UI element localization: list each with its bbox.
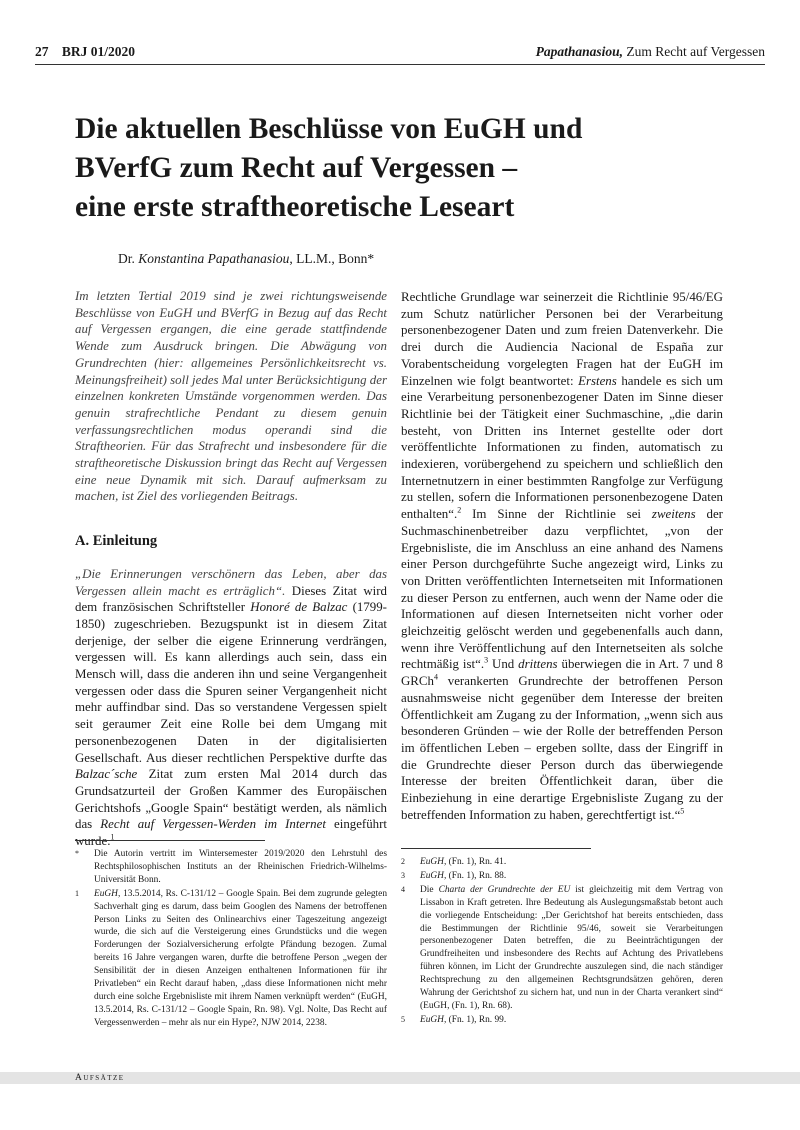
footnote-text: ist gleichzeitig mit dem Vertrag von Lissabon in Kraft getreten. Ihre Bedeutung als Auslegungsmaßstab betont auch die vorliegende Entscheidung: „Der Gerichtshof hat bereits entschieden, dass die Bestimmungen der Richtlinie 95/46, soweit sie Verarbeitungen personenbezogener Daten betreffen, die zu Beeinträchtigungen der Grundfreiheiten und insbesondere des Rechts auf Achtung des Privatlebens führen können, im Licht der Grundrechte auszulegen sind, die nach ständiger Rechtsprechung zu den allgemeinen Rechtsgrundsätzen gehören, deren Wahrung der Gerichtshof zu sichern hat, und nun in der Charta verankert sind“ (EuGH, (Fn. 1), Rn. 68). xyxy=(420,884,723,1011)
header-rule xyxy=(35,64,765,65)
article-title xyxy=(75,110,755,227)
emphasis-drittens: drittens xyxy=(518,657,558,672)
text-run: überwiegen die in Art. 7 und 8 GRCh xyxy=(401,657,723,689)
footnote-rule-right xyxy=(401,848,591,849)
abstract: Im letzten Tertial 2019 sind je zwei richtungsweisende Beschlüsse von EuGH und BVerfG in Bezug auf das Recht auf Vergessen ergangen, die eine gerade stattfindende Wende zum Ausdruck bringen. Die Abwägung von Grundrechten (hier: allgemeines Persönlichkeitsrecht vs. Meinungsfreiheit) soll jedes Mal unter Berücksichtigung der einzelnen konkreten Umstände vorgenommen werden. Das genuin strafrechtliche Pendant zu diesem genuin verfassungsrechtlichen modus operandi sind die Straftheorien. Für das Strafrecht und insbesondere für die straftheoretische Diskussion bringt das Recht auf Vergessen eine neue Dynamik mit sich. Darauf aufmerksam zu machen, ist Ziel des vorliegenden Beitrags. xyxy=(75,289,387,504)
footnote-number: 2 xyxy=(401,857,405,866)
running-header xyxy=(35,44,765,62)
footnote-number: 4 xyxy=(401,884,405,894)
emphasis-erstens: Erstens xyxy=(578,373,617,388)
footnote-ref-3[interactable]: 3 xyxy=(484,656,489,666)
text-run: (1799-1850) zugeschrieben. Bezugspunkt ist in diesem Zitat derjenige, der selber die eigene Erinnerung verdrängen, vergessen will. Es kann allerdings auch sein, dass ein Mensch will, dass die anderen ihn und seine Vergangenheit vergessen oder dass die Spuren seiner Vergangenheit nicht mehr auffindbar sind. Das so verstandene Vergessen spielt seit geraumer Zeit eine Rolle bei dem Umgang mit personenbezogenen Daten in der digitalisierten Gesellschaft. Aus dieser rechtlichen Perspektive durfte das xyxy=(75,600,387,765)
footnote xyxy=(75,848,387,887)
header-left xyxy=(35,44,135,60)
footnote-number: 3 xyxy=(401,870,405,880)
footnote-number: 1 xyxy=(75,888,79,898)
text-run: der Suchmaschinenbetreiber dazu verpflichtet, „von der Ergebnisliste, die im Anschluss an eine anhand des Namens einer Person durchgeführte Suche angezeigt wird, Links zu von Dritten veröffentlichten Internetseiten mit Informationen zu dieser Person zu entfernen, auch wenn der Name oder die Informationen auf diesen Internetseiten nicht vorher oder gleichzeitig gelöscht werden und gegebenenfalls auch dann, wenn ihre Veröffentlichung auf den Internetseiten als solche rechtmäßig ist“. xyxy=(401,507,723,672)
running-author: Papathanasiou, xyxy=(535,44,624,59)
text-run: Zitat zum ersten Mal 2014 durch das Grundsatzurteil der Großen Kammer des Europäischen Gerichtshofs „Google Spain“ bestätigt werden, als nämlich das xyxy=(75,767,387,832)
footnote-lead: EuGH, xyxy=(420,857,447,867)
footnote-ref-1[interactable]: 1 xyxy=(110,832,115,842)
right-term: Recht auf Vergessen-Werden im Internet xyxy=(100,817,326,832)
text-run: verankerten Grundrechte der betroffenen Person ausnahmsweise nicht gegenüber dem Interesse der breiten Öffentlichkeit am Zugang zu der Information, „wenn sich aus besonderen Gründen – wie der Rolle der betreffenden Person im öffentlichen Leben – ergeben sollte, dass der Eingriff in die Grundrechte dieser Person durch das überwiegende Interesse der breiten Öffentlichkeit daran, über die Einbeziehung in eine derartige Ergebnisliste Zugang zu der betreffenden Information zu haben, gerechtfertigt ist.“ xyxy=(401,674,723,822)
footnote-text: (Fn. 1), Rn. 99. xyxy=(448,1014,507,1025)
person-name: Honoré de Balzac xyxy=(250,600,348,615)
text-run: Und xyxy=(492,657,515,672)
footnote-text: Die Autorin vertritt im Wintersemester 2019/2020 den Lehrstuhl des Rechtsphilosophischen Instituts an der Rheinischen Friedrich-Wilhelms-Universität Bonn. xyxy=(94,849,387,885)
footnote-text: (Fn. 1), Rn. 41. xyxy=(448,857,507,867)
footnote-text: 13.5.2014, Rs. C-131/12 – Google Spain. Bei dem zugrunde gelegten Sachverhalt ging es darum, dass beim Googlen des Namens der betroffenen Person Links zu Seiten des Onlinearchivs einer Tageszeitung angezeigt wurde, die sich auf die Versteigerung eines Grundstücks und die wegen Forderungen der Sozialversicherung erfolgte Pfändung bezogen. Zumal bereits 16 Jahre vergangen waren, durfte die betroffene Person „wegen der Sensibilität der in diesen Anzeigen enthaltenen Informationen für ihr Privatleben“ ein Recht darauf haben, „dass diese Informationen nicht mehr durch eine solche Ergebnisliste mit ihrem Namen verknüpft werden“ (EuGH, 13.5.2014, Rs. C-131/12 – Google Spain, Rn. 98). Vgl. Nolte, Das Recht auf Vergessenwerden – mehr als nur ein Hype?, NJW 2014, 2238. xyxy=(94,888,388,1028)
footnote-lead: EuGH, xyxy=(420,1014,447,1025)
title-line-3: eine erste straftheoretische Leseart xyxy=(75,191,515,223)
text-run: handele es sich um eine Verarbeitung personenbezogener Daten im Sinne dieser Richtlinie bei der Tätigkeit einer Suchmaschine, „die darin besteht, von Dritten ins Internet gestellte oder dort veröffentlichte Informationen zu finden, automatisch zu indexieren, vorübergehend zu speichern und schließlich den Internetnutzern in einer bestimmten Rangfolge zur Verfügung zu stellen, sofern die Informationen personenbezogene Daten enthalten“. xyxy=(401,373,723,522)
text-run: Im Sinne der Richtlinie sei xyxy=(472,507,642,522)
footnote-rule-left xyxy=(75,840,265,841)
header-right xyxy=(536,44,765,60)
footnote-text: (Fn. 1), Rn. 88. xyxy=(448,870,507,881)
footnote-lead: EuGH, xyxy=(420,870,447,881)
author-line xyxy=(118,251,374,267)
footnote xyxy=(401,856,723,869)
author-name: Konstantina Papathanasiou xyxy=(138,251,290,266)
footnote-ref-2[interactable]: 2 xyxy=(457,505,462,515)
footnote-number: 5 xyxy=(401,1014,405,1024)
page-number: 27 xyxy=(35,44,49,59)
balzac-term: Balzac´sche xyxy=(75,767,138,782)
journal-issue: BRJ 01/2020 xyxy=(61,44,136,59)
text-run: Rechtliche Grundlage war seinerzeit die Richtlinie 95/46/EG zum Schutz natürlicher Personen bei der Verarbeitung personenbezogener Daten und zum freien Datenverkehr. Die drei durch die Audiencia Nacional de España zur Vorabentscheidung vorgelegten Fragen hat der EuGH im Einzelnen wie folgt beantwortet: xyxy=(401,290,723,388)
footnotes-left xyxy=(75,848,387,1031)
footnote xyxy=(75,888,387,1030)
footnote-ref-4[interactable]: 4 xyxy=(433,672,438,682)
footnote-ref-5[interactable]: 5 xyxy=(680,806,685,816)
author-prefix: Dr. xyxy=(118,251,135,266)
footnote-lead: EuGH, xyxy=(94,888,121,899)
section-heading: A. Einleitung xyxy=(75,533,158,550)
right-paragraph xyxy=(401,289,723,824)
footnote-lead: Die xyxy=(420,884,434,895)
footnote-number: * xyxy=(75,849,79,858)
footnote xyxy=(401,884,723,1013)
text-run: Dieses Zitat wird dem französischen Schriftsteller xyxy=(75,583,387,615)
emphasis-zweitens: zweitens xyxy=(651,507,696,522)
section-label: Aufsätze xyxy=(75,1073,125,1083)
text-run: eingeführt wurde. xyxy=(75,817,387,849)
author-suffix: , LL.M., Bonn* xyxy=(289,251,375,266)
title-line-2: BVerfG zum Recht auf Vergessen – xyxy=(75,152,518,184)
right-column xyxy=(401,289,723,824)
footnote xyxy=(401,1014,723,1027)
intro-paragraph xyxy=(75,566,387,850)
title-line-1: Die aktuellen Beschlüsse von EuGH und xyxy=(75,113,583,145)
footnotes-right xyxy=(401,856,723,1028)
left-column xyxy=(75,288,387,850)
footnote xyxy=(401,870,723,883)
running-title: Zum Recht auf Vergessen xyxy=(626,44,765,59)
balzac-quote: „Die Erinnerungen verschönern das Leben, aber das Vergessen allein macht es erträglich“. xyxy=(75,566,387,598)
footnote-lead-italic: Charta der Grundrechte der EU xyxy=(438,884,571,895)
